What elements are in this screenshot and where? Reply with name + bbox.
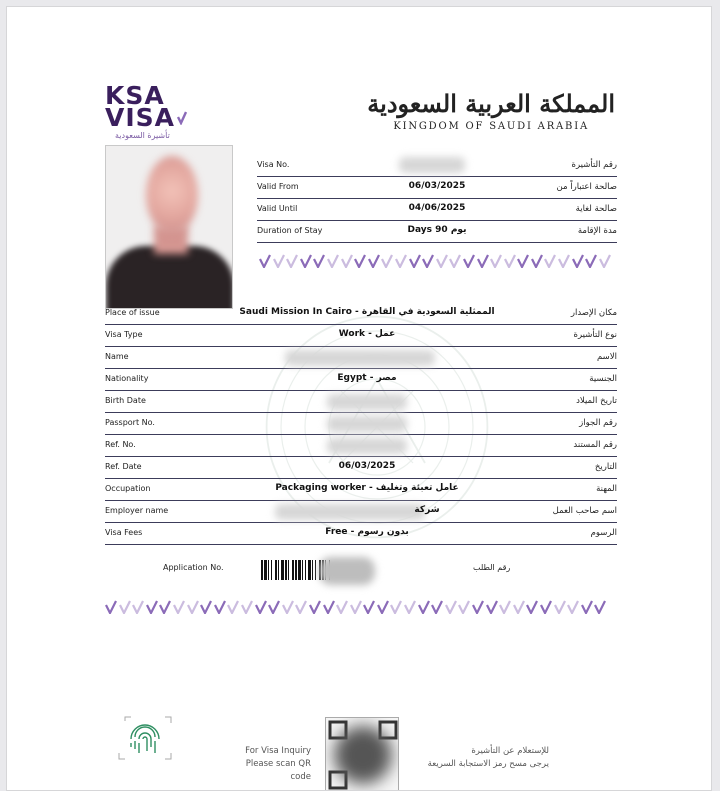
valid-from-value: 06/03/2025	[408, 181, 466, 191]
check-mark-icon	[381, 253, 395, 267]
check-mark-icon	[341, 253, 355, 267]
check-mark-icon	[436, 253, 450, 267]
check-mark-icon	[227, 599, 241, 613]
check-mark-icon	[259, 253, 273, 267]
check-mark-icon	[449, 253, 463, 267]
check-mark-icon	[105, 599, 119, 613]
check-mark-icon	[572, 253, 586, 267]
check-mark-icon	[567, 599, 581, 613]
check-mark-icon	[544, 253, 558, 267]
check-mark-icon	[390, 599, 404, 613]
row-nationality: Nationality Egypt - مصر الجنسية	[105, 369, 617, 391]
visa-document	[6, 6, 712, 791]
check-mark-icon	[377, 599, 391, 613]
kingdom-arabic: المملكة العربية السعودية	[367, 89, 615, 118]
check-strip-top	[259, 253, 612, 267]
check-mark-icon	[200, 599, 214, 613]
check-mark-icon	[531, 253, 545, 267]
check-mark-icon	[214, 599, 228, 613]
kingdom-title	[367, 87, 615, 132]
redacted-employer	[275, 504, 425, 520]
check-mark-icon	[422, 253, 436, 267]
valid-until-value: 04/06/2025	[408, 203, 466, 213]
check-mark-icon	[363, 599, 377, 613]
logo-arabic: تأشيرة السعودية	[115, 131, 170, 140]
check-mark-icon	[327, 253, 341, 267]
inquiry-text-english: For Visa Inquiry Please scan QR code	[245, 746, 311, 782]
check-mark-icon	[585, 253, 599, 267]
check-mark-icon	[313, 253, 327, 267]
check-mark-icon	[146, 599, 160, 613]
check-mark-icon	[409, 253, 423, 267]
redacted-passport	[327, 416, 407, 432]
check-mark-icon	[472, 599, 486, 613]
check-mark-icon	[255, 599, 269, 613]
row-employer: Employer name شركة اسم صاحب العمل	[105, 501, 617, 523]
check-mark-icon	[504, 253, 518, 267]
check-mark-icon	[458, 599, 472, 613]
check-mark-icon	[540, 599, 554, 613]
check-mark-icon	[395, 253, 409, 267]
check-mark-icon	[463, 253, 477, 267]
application-label-arabic: رقم الطلب	[473, 563, 511, 572]
check-mark-icon	[159, 599, 173, 613]
check-mark-icon	[554, 599, 568, 613]
redacted-visa-no	[399, 157, 465, 173]
check-mark-icon	[368, 253, 382, 267]
logo-visa: VISA	[105, 103, 176, 132]
redacted-birth-date	[327, 394, 407, 410]
inquiry-text-arabic: للإستعلام عن التأشيرة يرجى مسح رمز الاستجابة السريعة	[427, 746, 549, 769]
check-mark-icon	[499, 599, 513, 613]
check-mark-icon	[132, 599, 146, 613]
check-mark-icon	[404, 599, 418, 613]
check-mark-icon	[241, 599, 255, 613]
check-mark-icon	[431, 599, 445, 613]
redacted-application-no	[319, 557, 375, 585]
check-mark-icon	[490, 253, 504, 267]
row-name: Name الاسم	[105, 347, 617, 369]
kingdom-english: KINGDOM OF SAUDI ARABIA	[393, 121, 589, 132]
check-mark-icon	[309, 599, 323, 613]
check-mark-icon	[286, 253, 300, 267]
check-mark-icon	[445, 599, 459, 613]
row-place-of-issue: Place of issue Saudi Mission In Cairo - الممثلية السعودية في القاهرة مكان الإصدار	[105, 303, 617, 325]
check-mark-icon	[268, 599, 282, 613]
check-mark-icon	[513, 599, 527, 613]
check-mark-icon	[558, 253, 572, 267]
logo-ksa: KSA	[105, 81, 165, 110]
row-occupation: Occupation Packaging worker - عامل تعبئة وتغليف المهنة	[105, 479, 617, 501]
ksa-visa-logo	[105, 81, 187, 140]
check-mark-icon	[599, 253, 613, 267]
check-mark-icon	[350, 599, 364, 613]
row-ref-date: Ref. Date 06/03/2025 التاريخ	[105, 457, 617, 479]
check-mark-icon	[517, 253, 531, 267]
check-mark-icon	[187, 599, 201, 613]
check-mark-icon	[300, 253, 314, 267]
check-strip-bottom	[105, 599, 608, 613]
fingerprint-icon	[117, 715, 173, 761]
check-mark-icon	[477, 253, 491, 267]
row-visa-type: Visa Type Work - عمل نوع التأشيرة	[105, 325, 617, 347]
row-visa-fees: Visa Fees Free - بدون رسوم الرسوم	[105, 523, 617, 545]
check-mark-icon	[273, 253, 287, 267]
check-mark-icon	[594, 599, 608, 613]
check-mark-icon	[295, 599, 309, 613]
duration-value: Days 90 يوم	[407, 225, 467, 235]
check-mark-icon	[282, 599, 296, 613]
row-birth-date: Birth Date تاريخ الميلاد	[105, 391, 617, 413]
check-mark-icon	[581, 599, 595, 613]
check-mark-icon	[336, 599, 350, 613]
redacted-name	[285, 350, 435, 366]
applicant-photo	[105, 145, 233, 309]
check-mark-icon	[526, 599, 540, 613]
row-visa-no: Visa No. رقم التأشيرة	[257, 155, 617, 177]
row-valid-from: Valid From 06/03/2025 صالحة اعتباراً من	[257, 177, 617, 199]
check-mark-icon	[119, 599, 133, 613]
row-valid-until: Valid Until 04/06/2025 صالحة لغاية	[257, 199, 617, 221]
check-mark-icon	[486, 599, 500, 613]
row-passport-no: Passport No. رقم الجواز	[105, 413, 617, 435]
check-mark-icon	[173, 599, 187, 613]
check-mark-icon	[354, 253, 368, 267]
application-label: Application No.	[163, 563, 224, 572]
logo-check-icon	[177, 111, 187, 125]
row-duration: Duration of Stay Days 90 يوم مدة الإقامة	[257, 221, 617, 243]
row-ref-no: Ref. No. رقم المستند	[105, 435, 617, 457]
check-mark-icon	[323, 599, 337, 613]
qr-code[interactable]	[325, 717, 399, 791]
redacted-ref-no	[327, 438, 407, 454]
check-mark-icon	[418, 599, 432, 613]
